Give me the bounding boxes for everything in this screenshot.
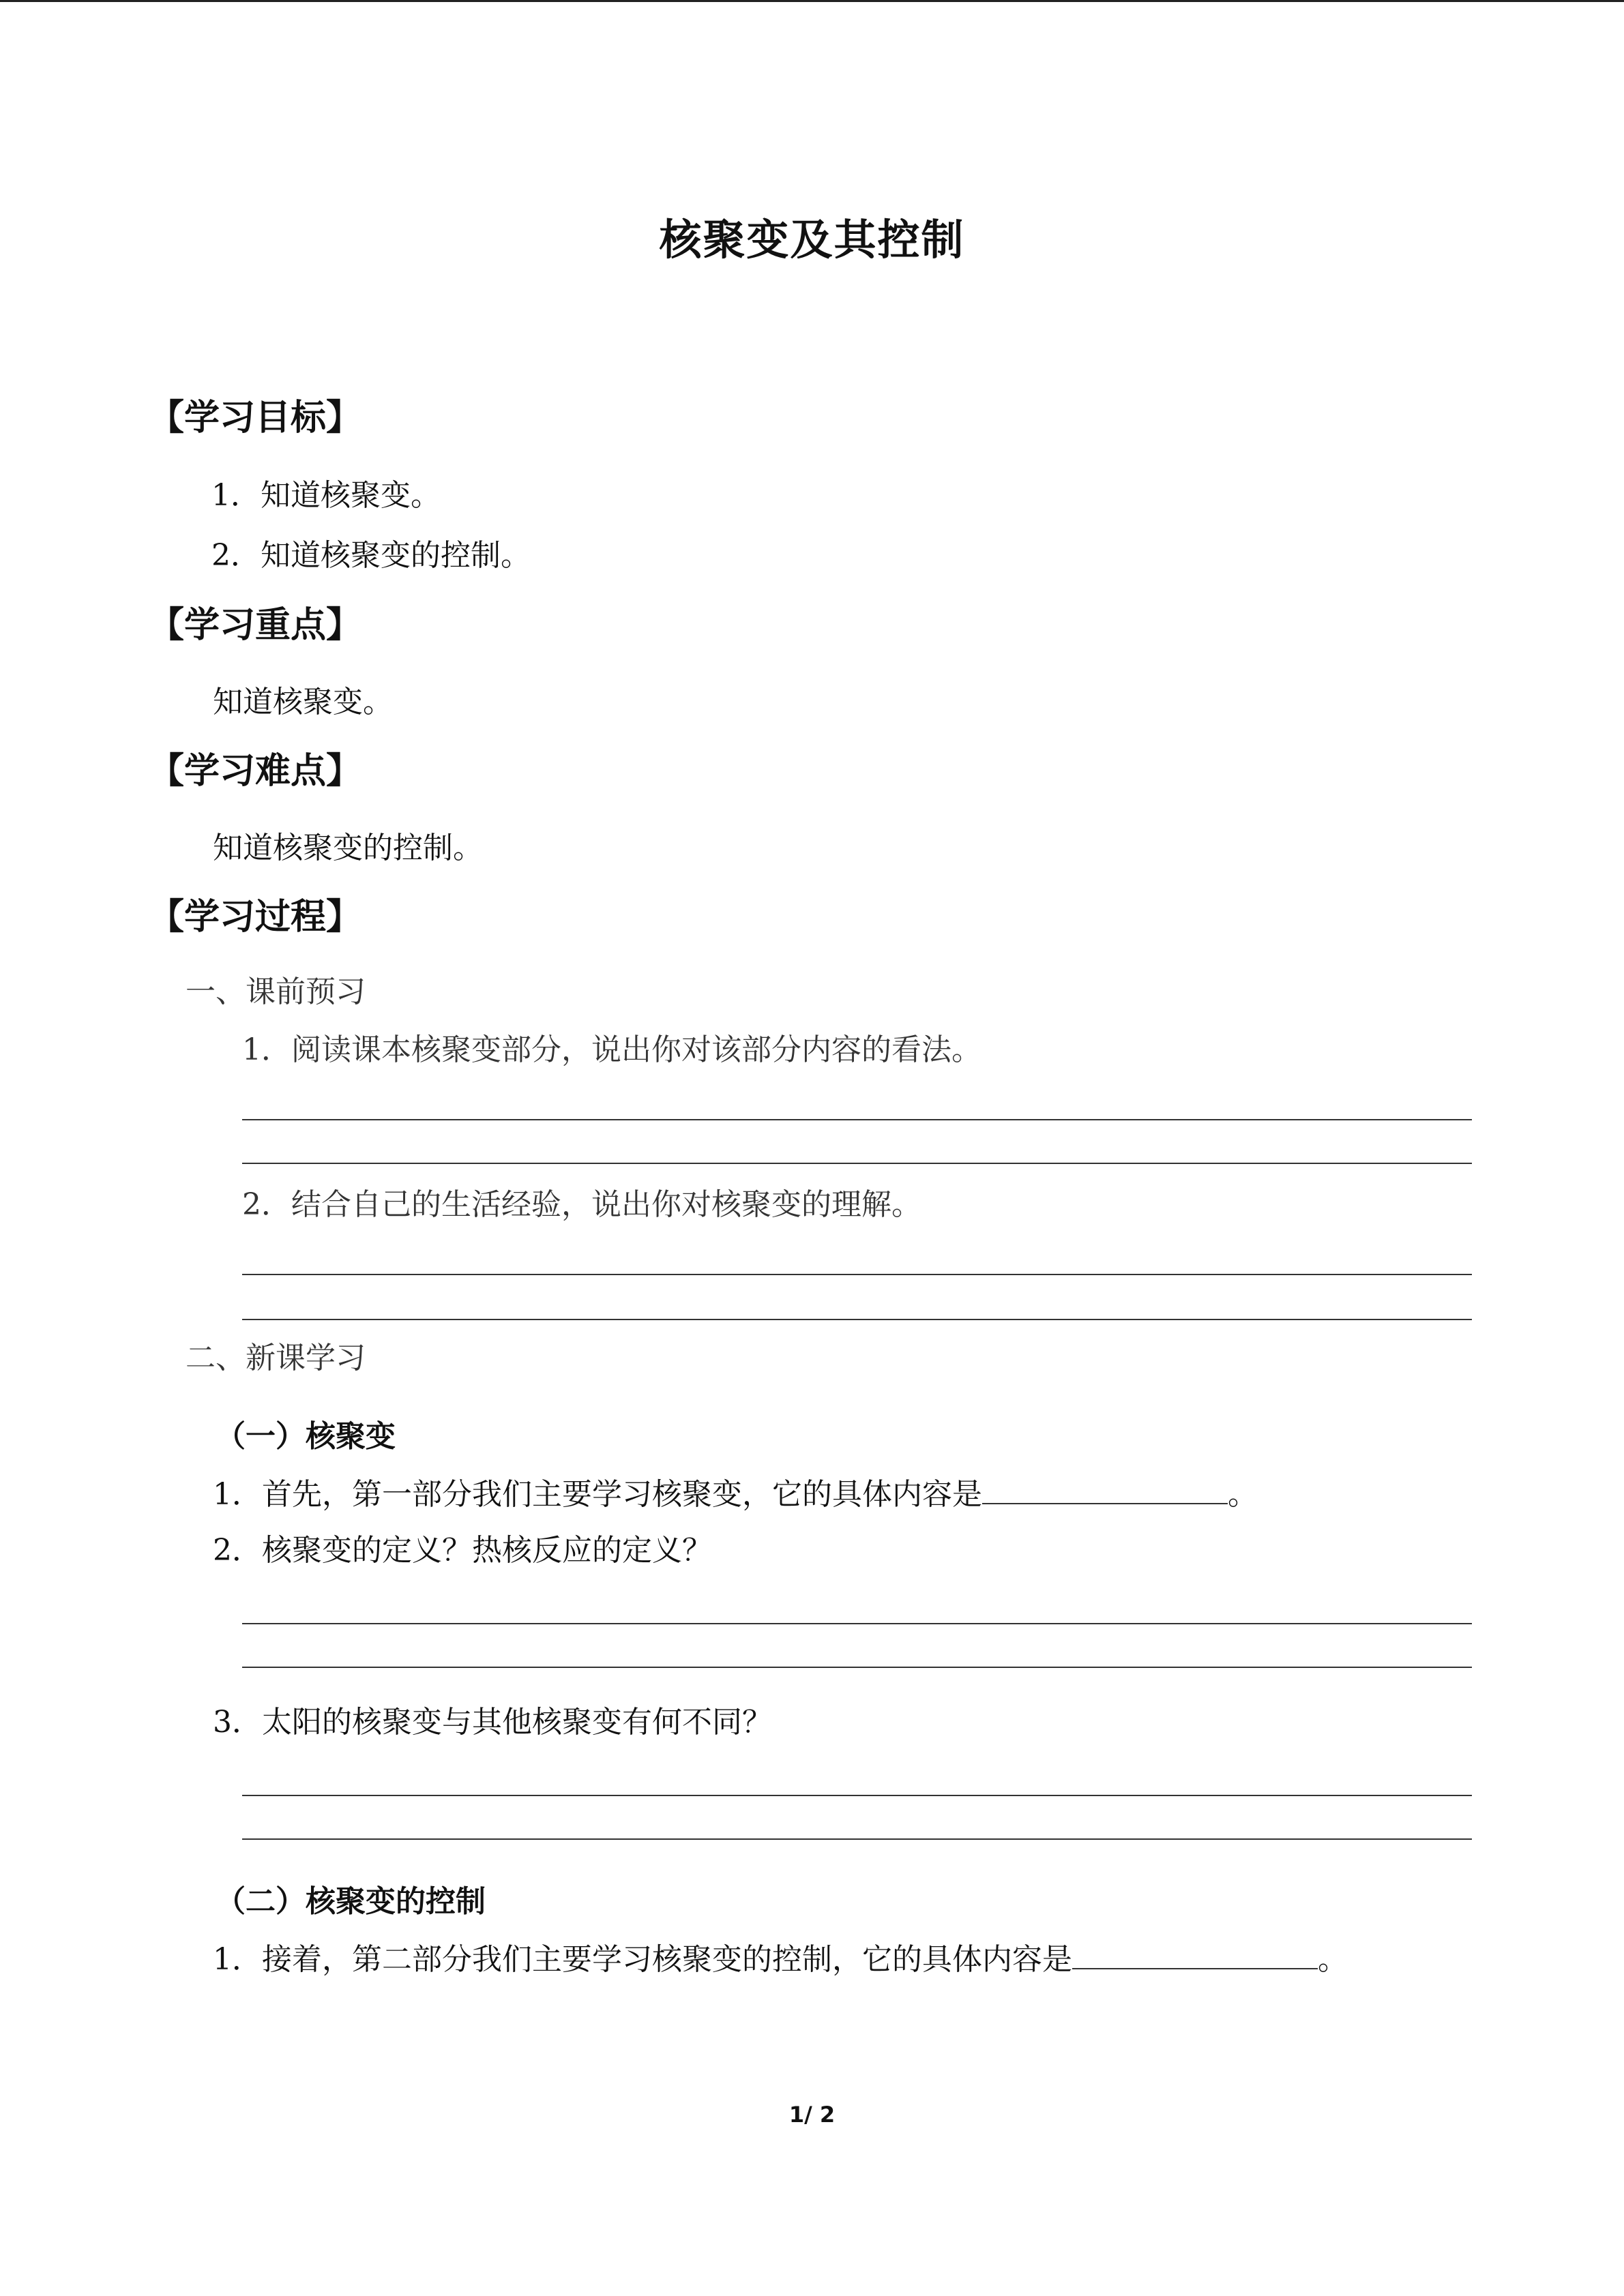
answer-line[interactable] [242, 1623, 1472, 1624]
process-heading: 【学习过程】 [149, 897, 362, 938]
fill-in-blank[interactable] [1072, 1937, 1318, 1969]
key-points-heading: 【学习重点】 [149, 605, 362, 646]
part2-question-1 [213, 1937, 1348, 1980]
part2-question-1-end: 。 [1318, 1942, 1348, 1977]
part1-heading: （一）核聚变 [216, 1419, 396, 1454]
objective-item-2: 2．知道核聚变的控制。 [211, 538, 531, 573]
answer-line[interactable] [242, 1163, 1472, 1164]
part1-question-2: 2．核聚变的定义？热核反应的定义？ [213, 1533, 712, 1568]
document-title: 核聚变及其控制 [659, 215, 965, 265]
part2-question-1-text: 1．接着，第二部分我们主要学习核聚变的控制，它的具体内容是 [213, 1942, 1072, 1977]
part1-question-1-text: 1．首先，第一部分我们主要学习核聚变，它的具体内容是 [213, 1477, 982, 1512]
objective-item-1: 1．知道核聚变。 [211, 478, 441, 513]
part1-question-1 [213, 1472, 1258, 1515]
key-points-text: 知道核聚变。 [213, 685, 393, 719]
preview-question-1: 1．阅读课本核聚变部分，说出你对该部分内容的看法。 [242, 1032, 981, 1067]
preview-label: 一、课前预习 [186, 974, 366, 1009]
part1-question-1-end: 。 [1228, 1477, 1258, 1512]
difficulties-heading: 【学习难点】 [149, 751, 362, 792]
new-lesson-label: 二、新课学习 [186, 1341, 366, 1375]
answer-line[interactable] [242, 1274, 1472, 1275]
fill-in-blank[interactable] [982, 1472, 1228, 1504]
answer-line[interactable] [242, 1838, 1472, 1840]
difficulties-text: 知道核聚变的控制。 [213, 831, 483, 865]
part2-heading: （二）核聚变的控制 [216, 1884, 486, 1919]
answer-line[interactable] [242, 1119, 1472, 1120]
answer-line[interactable] [242, 1795, 1472, 1796]
page-top-border [0, 0, 1624, 2]
objectives-heading: 【学习目标】 [149, 398, 362, 438]
page-number: 1/ 2 [788, 2102, 836, 2128]
preview-question-2: 2．结合自己的生活经验，说出你对核聚变的理解。 [242, 1187, 921, 1222]
answer-line[interactable] [242, 1319, 1472, 1320]
answer-line[interactable] [242, 1667, 1472, 1668]
part1-question-3: 3．太阳的核聚变与其他核聚变有何不同？ [213, 1705, 772, 1740]
